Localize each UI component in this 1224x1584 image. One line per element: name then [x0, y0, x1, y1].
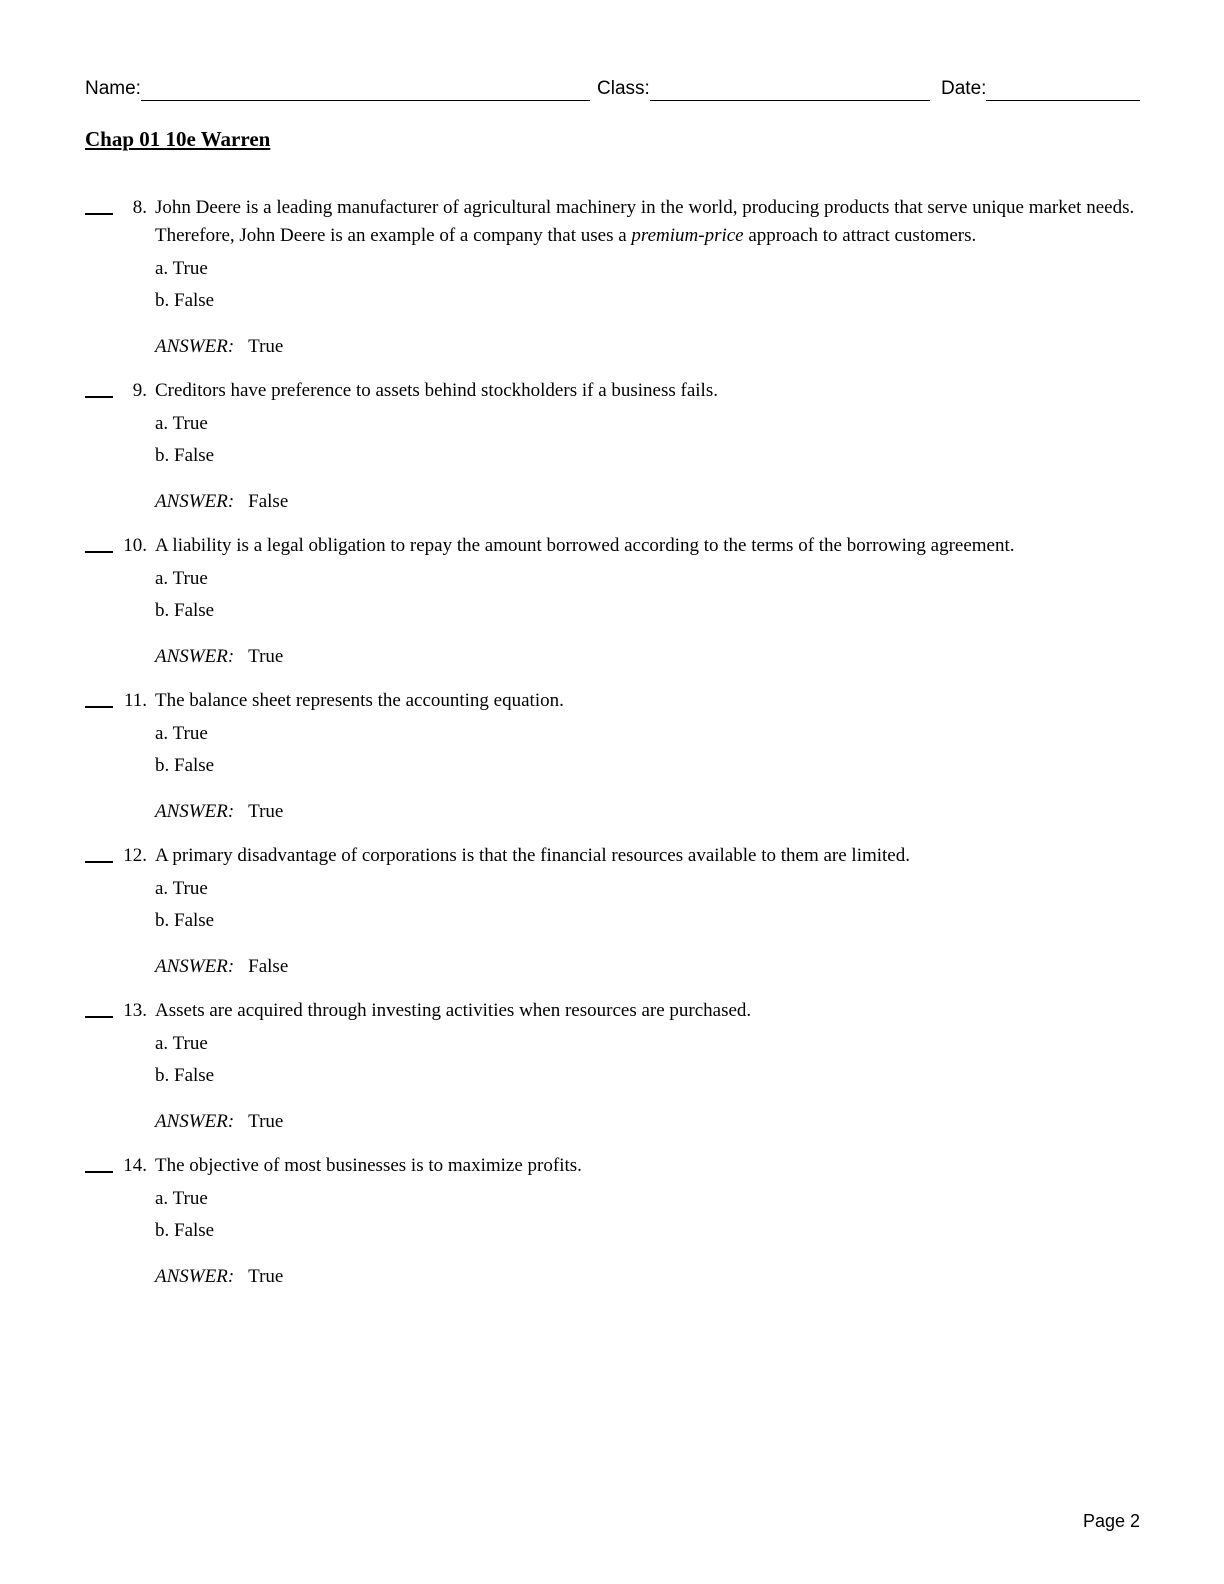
question-blank-line: [85, 687, 113, 708]
question-number: 10.: [123, 535, 147, 556]
question-blank-line: [85, 1152, 113, 1173]
answer-row: [155, 1263, 1140, 1290]
question-blank-line: [85, 997, 113, 1018]
question-text: Assets are acquired through investing activities when resources are purchased.: [155, 1000, 752, 1021]
name-field: [85, 78, 590, 101]
question-text: A liability is a legal obligation to repay the amount borrowed according to the terms of the borrowing agreement.: [155, 535, 1015, 556]
question-line: [85, 687, 1140, 715]
question-item: [85, 1152, 1140, 1290]
answer-value: True: [248, 1266, 284, 1287]
answer-row: [155, 488, 1140, 515]
question-blank-line: [85, 194, 113, 215]
question-number: 13.: [123, 1000, 147, 1021]
class-blank-line: [650, 80, 930, 101]
header: [85, 78, 1140, 101]
question-number: 11.: [123, 690, 147, 711]
answer-value: False: [248, 491, 289, 512]
question-item: [85, 194, 1140, 360]
question-number: 14.: [123, 1155, 147, 1176]
answer-row: [155, 643, 1140, 670]
option-list: [155, 875, 1140, 934]
answer-option: a. True: [155, 258, 208, 279]
option-list: [155, 720, 1140, 779]
answer-option: a. True: [155, 1188, 208, 1209]
question-number: 9.: [132, 380, 147, 401]
answer-option: b. False: [155, 910, 215, 931]
question-text: The balance sheet represents the accounting equation.: [155, 690, 564, 711]
answer-option: b. False: [155, 755, 215, 776]
page-title: Chap 01 10e Warren: [85, 127, 271, 151]
question-line: [85, 1152, 1140, 1180]
option-list: [155, 565, 1140, 624]
answer-label: ANSWER:: [155, 336, 235, 357]
answer-option: b. False: [155, 1065, 215, 1086]
question-text: John Deere is a leading manufacturer of agricultural machinery in the world, producing products that serve unique market needs. Therefore, John Deere is an example of a company that uses a premium-price approach to attract customers.: [155, 197, 1135, 246]
question-line: [85, 997, 1140, 1025]
answer-label: ANSWER:: [155, 1111, 235, 1132]
page-number: Page 2: [1082, 1511, 1140, 1531]
question-item: [85, 377, 1140, 515]
question-item: [85, 532, 1140, 670]
answer-label: ANSWER:: [155, 646, 235, 667]
question-line: [85, 842, 1140, 870]
question-blank-line: [85, 842, 113, 863]
question-blank-line: [85, 532, 113, 553]
answer-value: True: [248, 801, 284, 822]
question-text: The objective of most businesses is to maximize profits.: [155, 1155, 582, 1176]
answer-option: b. False: [155, 445, 215, 466]
date-blank-line: [986, 80, 1140, 101]
answer-row: [155, 333, 1140, 360]
option-list: [155, 255, 1140, 314]
question-item: [85, 687, 1140, 825]
answer-label: ANSWER:: [155, 491, 235, 512]
answer-label: ANSWER:: [155, 956, 235, 977]
answer-option: b. False: [155, 600, 215, 621]
date-field: [941, 78, 1140, 101]
answer-option: a. True: [155, 568, 208, 589]
question-item: [85, 842, 1140, 980]
answer-option: a. True: [155, 413, 208, 434]
name-blank-line: [141, 80, 590, 101]
question-item: [85, 997, 1140, 1135]
answer-value: False: [248, 956, 289, 977]
name-label: Name:: [85, 78, 141, 99]
question-line: [85, 377, 1140, 405]
answer-option: b. False: [155, 290, 215, 311]
class-label: Class:: [597, 78, 650, 99]
answer-row: [155, 953, 1140, 980]
answer-option: a. True: [155, 723, 208, 744]
option-list: [155, 1185, 1140, 1244]
question-text: A primary disadvantage of corporations is that the financial resources available to them are limited.: [155, 845, 910, 866]
answer-row: [155, 798, 1140, 825]
question-text: Creditors have preference to assets behind stockholders if a business fails.: [155, 380, 718, 401]
answer-value: True: [248, 646, 284, 667]
answer-option: a. True: [155, 1033, 208, 1054]
answer-option: a. True: [155, 878, 208, 899]
class-field: [597, 78, 930, 101]
answer-label: ANSWER:: [155, 1266, 235, 1287]
question-blank-line: [85, 377, 113, 398]
answer-value: True: [248, 1111, 284, 1132]
question-list: [85, 194, 1140, 1290]
answer-value: True: [248, 336, 284, 357]
question-line: [85, 194, 1140, 250]
option-list: [155, 1030, 1140, 1089]
answer-option: b. False: [155, 1220, 215, 1241]
question-number: 12.: [123, 845, 147, 866]
date-label: Date:: [941, 78, 987, 99]
question-number: 8.: [132, 197, 147, 218]
answer-row: [155, 1108, 1140, 1135]
question-line: [85, 532, 1140, 560]
answer-label: ANSWER:: [155, 801, 235, 822]
option-list: [155, 410, 1140, 469]
